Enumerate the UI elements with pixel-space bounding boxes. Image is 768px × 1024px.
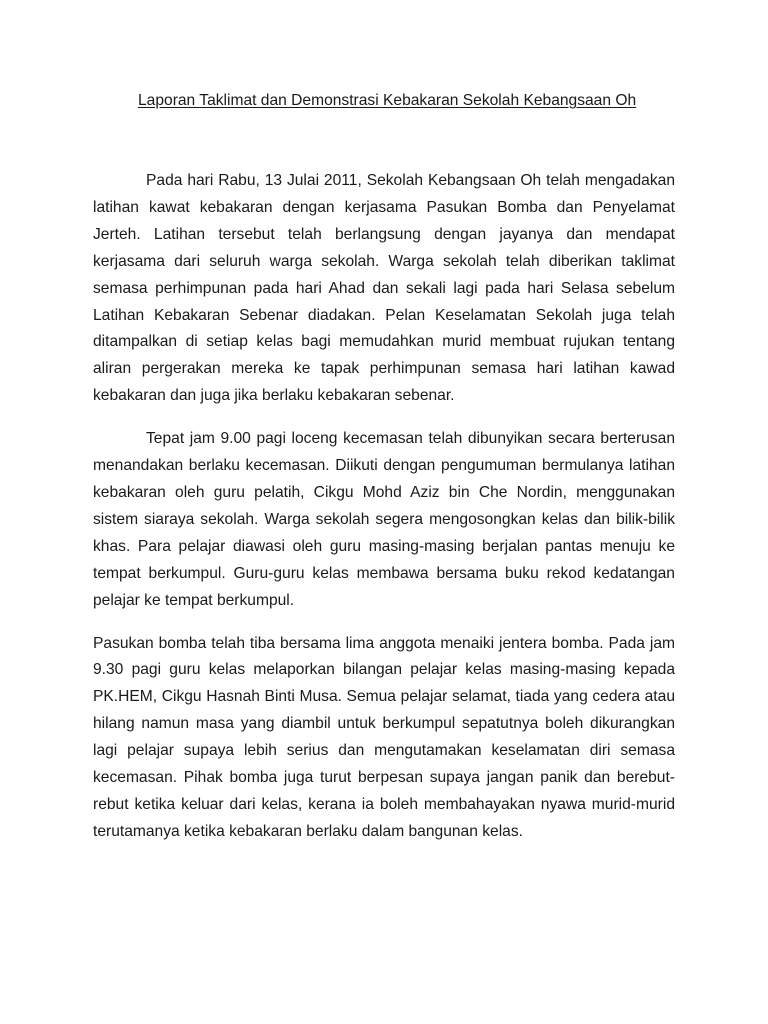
paragraph-2: Tepat jam 9.00 pagi loceng kecemasan telah dibunyikan secara berterusan menandakan berlaku kecemasan. Diikuti dengan pengumuman bermulanya latihan kebakaran oleh guru pelatih, Cikgu Mohd Aziz bin Che Nordin, menggunakan sistem siaraya sekolah. Warga sekolah segera mengosongkan kelas dan bilik-bilik khas. Para pelajar diawasi oleh guru masing-masing berjalan pantas menuju ke tempat berkumpul. Guru-guru kelas membawa bersama buku rekod kedatangan pelajar ke tempat berkumpul. <box>93 430 675 609</box>
paragraph-1: Pada hari Rabu, 13 Julai 2011, Sekolah Kebangsaan Oh telah mengadakan latihan kawat kebakaran dengan kerjasama Pasukan Bomba dan Penyelamat Jerteh. Latihan tersebut telah berlangsung dengan jayanya dan mendapat kerjasama dari seluruh warga sekolah. Warga sekolah telah diberikan taklimat semasa perhimpunan pada hari Ahad dan sekali lagi pada hari Selasa sebelum Latihan Kebakaran Sebenar diadakan. Pelan Keselamatan Sekolah juga telah ditampalkan di setiap kelas bagi memudahkan murid membuat rujukan tentang aliran pergerakan mereka ke tapak perhimpunan semasa hari latihan kawad kebakaran dan juga jika berlaku kebakaran sebenar. <box>93 172 675 405</box>
paragraph-3: Pasukan bomba telah tiba bersama lima anggota menaiki jentera bomba. Pada jam 9.30 pagi guru kelas melaporkan bilangan pelajar kelas masing-masing kepada PK.HEM, Cikgu Hasnah Binti Musa. Semua pelajar selamat, tiada yang cedera atau hilang namun masa yang diambil untuk berkumpul sepatutnya boleh dikurangkan lagi pelajar supaya lebih serius dan mengutamakan keselamatan diri semasa kecemasan. Pihak bomba juga turut berpesan supaya jangan panik dan berebut-rebut ketika keluar dari kelas, kerana ia boleh membahayakan nyawa murid-murid terutamanya ketika kebakaran berlaku dalam bangunan kelas. <box>93 634 675 840</box>
report-title: Laporan Taklimat dan Demonstrasi Kebakaran Sekolah Kebangsaan Oh <box>138 92 637 109</box>
